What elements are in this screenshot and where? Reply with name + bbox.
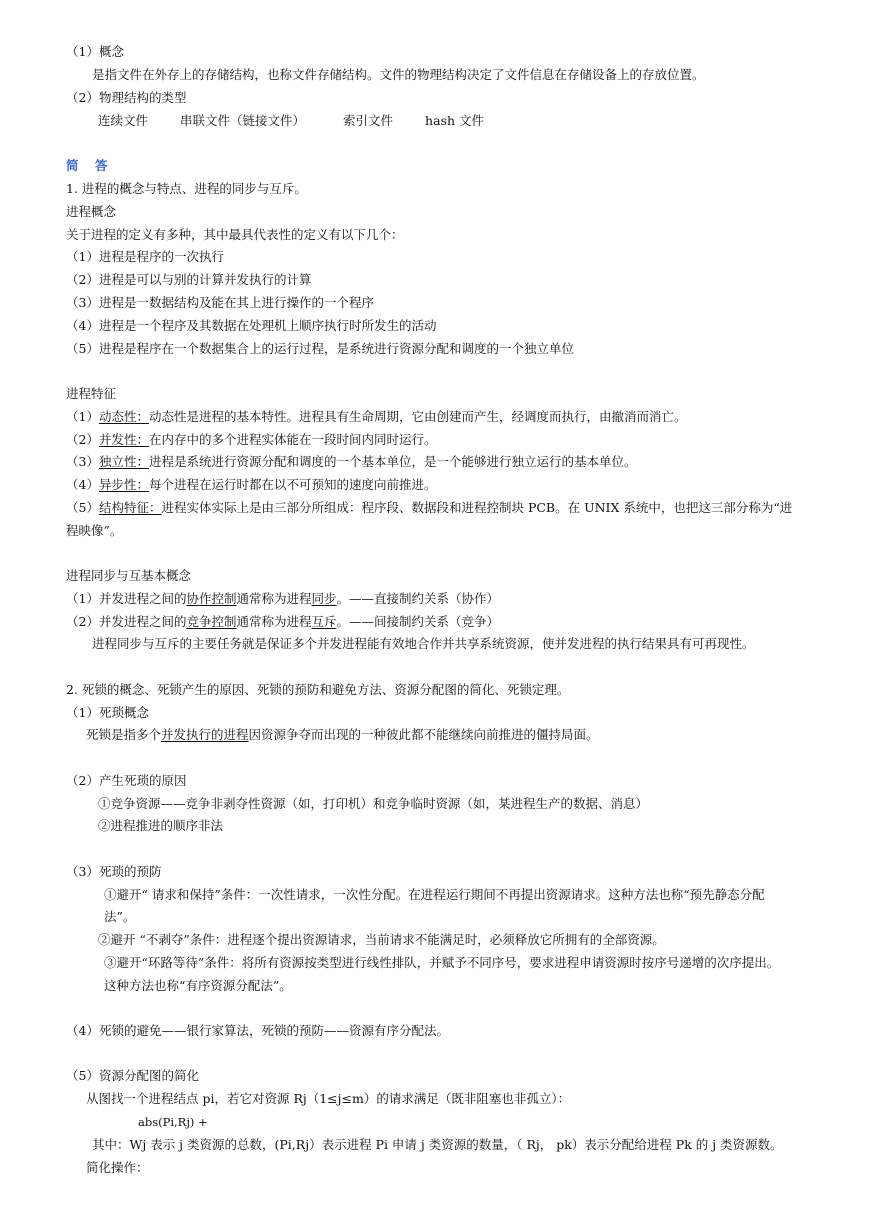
type-item: 连续文件	[98, 113, 149, 128]
simplify-ops: 简化操作：	[86, 1160, 149, 1175]
feature-key: 独立性：	[98, 454, 149, 469]
process-def: （2）进程是可以与别的计算并发执行的计算	[66, 272, 312, 287]
feature-key: 结构特征：	[98, 500, 162, 515]
graph-simplify-text: 从图找一个进程结点 pi，若它对资源 Rj（1≤j≤m）的请求满足（既非阻塞也非孤立）：	[86, 1091, 571, 1106]
types-row	[98, 113, 484, 129]
deadlock-prevent-head: （3）死琐的预防	[66, 864, 162, 879]
feature-key: 动态性：	[98, 409, 149, 424]
sync-term: 协作控制	[186, 591, 237, 606]
type-item: 索引文件	[343, 113, 394, 128]
deadlock-cause-head: （2）产生死琐的原因	[66, 773, 187, 788]
prevent-item: ①避开“ 请求和保持”条件：一次性请求，一次性分配。在进程运行期间不再提出资源请求。这种方法也称“预先静态分配	[104, 887, 765, 902]
feature-key: 并发性：	[98, 432, 149, 447]
process-intro: 关于进程的定义有多种，其中最具代表性的定义有以下几个：	[66, 227, 404, 242]
sync-term: 互斥	[311, 614, 337, 629]
section-heading: 简 答	[66, 158, 114, 173]
type-item: 串联文件（链接文件）	[180, 113, 306, 128]
process-feature-head: 进程特征	[66, 386, 117, 401]
sync-item: （2）并发进程之间的竞争控制通常称为进程互斥。——间接制约关系（竞争）	[66, 614, 500, 629]
sync-item: （1）并发进程之间的协作控制通常称为进程同步。——直接制约关系（协作）	[66, 591, 500, 606]
sync-term: 竞争控制	[186, 614, 237, 629]
sync-term: 同步	[311, 591, 337, 606]
process-def: （1）进程是程序的一次执行	[66, 249, 224, 264]
sync-head: 进程同步与互基本概念	[66, 568, 192, 583]
process-def: （3）进程是一数据结构及能在其上进行操作的一个程序	[66, 295, 374, 310]
process-concept-head: 进程概念	[66, 204, 117, 219]
type-item: hash 文件	[425, 113, 484, 128]
feature-item: （2）并发性：在内存中的多个进程实体能在一段时间内同时运行。	[66, 432, 437, 447]
deadlock-concept-body: 死锁是指多个并发执行的进程因资源争夺而出现的一种彼此都不能继续向前推进的僵持局面。	[86, 727, 599, 742]
q1-title: 1. 进程的概念与特点、进程的同步与互斥。	[66, 181, 307, 196]
formula-where: 其中：Wj 表示 j 类资源的总数，(Pi,Rj）表示进程 Pi 申请 j 类资源的数量，（ Rj， pk）表示分配给进程 Pk 的 j 类资源数。	[92, 1137, 783, 1152]
deadlock-cause: ①竞争资源——竞争非剥夺性资源（如，打印机）和竞争临时资源（如，某进程生产的数据、消息）	[98, 796, 649, 811]
sync-note: 进程同步与互斥的主要任务就是保证多个并发进程能有效地合作并共享系统资源，使并发进程的执行结果具有可再现性。	[92, 636, 755, 651]
deadlock-concept-head: （1）死琐概念	[66, 705, 149, 720]
types-title: （2）物理结构的类型	[66, 90, 187, 105]
feature-item: （5）结构特征：进程实体实际上是由三部分所组成：程序段、数据段和进程控制块 PCB。在 UNIX 系统中，也把这三部分称为“进	[66, 500, 793, 515]
process-def: （5）进程是程序在一个数据集合上的运行过程，是系统进行资源分配和调度的一个独立单位	[66, 341, 574, 356]
prevent-item: ②避开 “不剥夺”条件：进程逐个提出资源请求，当前请求不能满足时，必须释放它所拥有的全部资源。	[98, 932, 665, 947]
prevent-item-cont: 法”。	[104, 909, 136, 924]
formula: abs(Pi,Rj) +	[138, 1115, 208, 1129]
feature-item-cont: 程映像”。	[66, 523, 123, 538]
feature-item: （4）异步性：每个进程在运行时都在以不可预知的速度向前推进。	[66, 477, 437, 492]
feature-item: （1）动态性：动态性是进程的基本特性。进程具有生命周期，它由创建而产生，经调度而执行，由撤消而消亡。	[66, 409, 687, 424]
concept-body: 是指文件在外存上的存储结构，也称文件存储结构。文件的物理结构决定了文件信息在存储设备上的存放位置。	[92, 67, 705, 82]
graph-simplify-head: （5）资源分配图的简化	[66, 1068, 199, 1083]
q2-title: 2. 死锁的概念、死锁产生的原因、死锁的预防和避免方法、资源分配图的简化、死锁定理。	[66, 682, 570, 697]
concept-title: （1）概念	[66, 44, 124, 59]
deadlock-avoid: （4）死锁的避免——银行家算法，死锁的预防——资源有序分配法。	[66, 1023, 449, 1038]
feature-key: 异步性：	[98, 477, 149, 492]
prevent-item: ③避开“环路等待”条件：将所有资源按类型进行线性排队，并赋予不同序号，要求进程申请资源时按序号递增的次序提出。	[104, 955, 780, 970]
deadlock-cause: ②进程推进的顺序非法	[98, 818, 224, 833]
feature-item: （3）独立性：进程是系统进行资源分配和调度的一个基本单位，是一个能够进行独立运行的基本单位。	[66, 454, 637, 469]
prevent-item-cont: 这种方法也称“有序资源分配法”。	[104, 978, 292, 993]
process-def: （4）进程是一个程序及其数据在处理机上顺序执行时所发生的活动	[66, 318, 437, 333]
concurrent-term: 并发执行的进程	[161, 727, 249, 742]
